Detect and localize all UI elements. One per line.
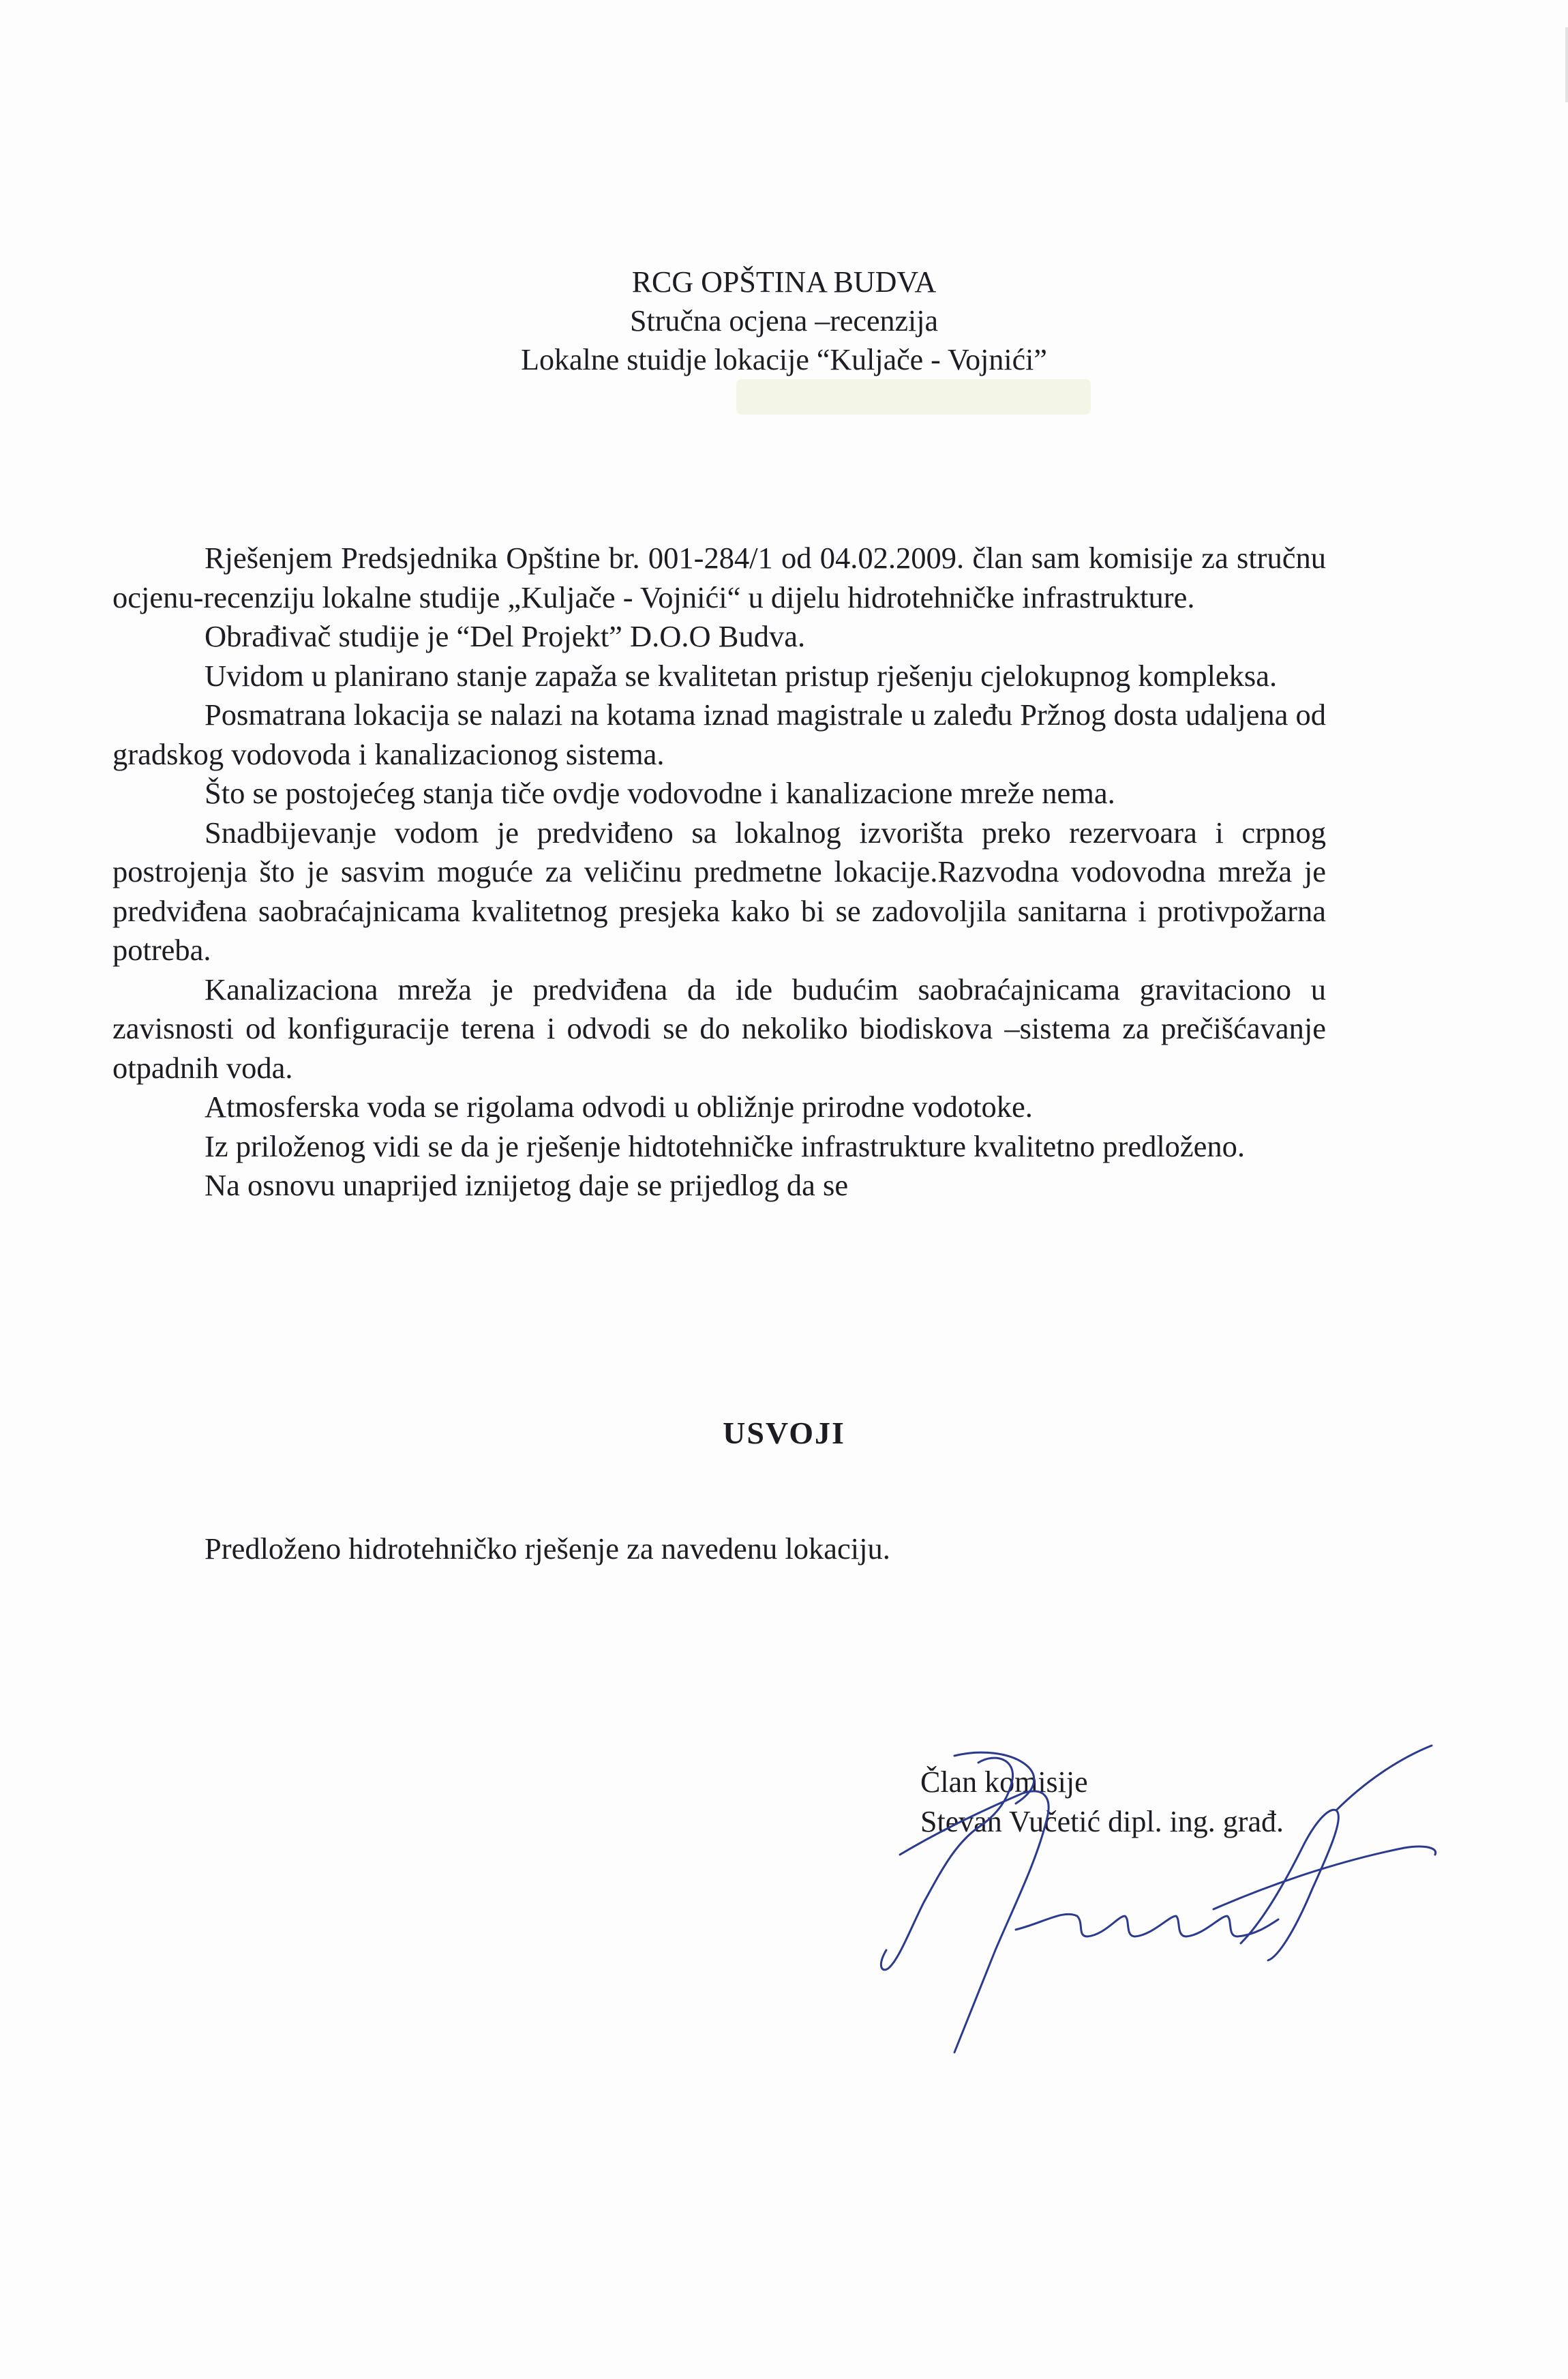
scan-edge-mark — [1565, 27, 1568, 102]
paragraph-proposal: Na osnovu unaprijed iznijetog daje se prijedlog da se — [205, 1168, 849, 1202]
header-line-study: Lokalne stuidje lokacije “Kuljače - Vojnići” — [521, 343, 1047, 376]
document-header — [0, 263, 1568, 379]
paragraph-assessment: Iz priloženog vidi se da je rješenje hidtotehničke infrastrukture kvalitetno predloženo. — [205, 1128, 1246, 1163]
signatory-role: Član komisije — [920, 1765, 1088, 1799]
handwritten-signature — [859, 1732, 1459, 2066]
paragraph-author: Obrađivač studije je “Del Projekt” D.O.O Budva. — [205, 619, 806, 653]
paragraph-overview: Uvidom u planirano stanje zapaža se kvalitetan pristup rješenju cjelokupnog kompleksa. — [205, 658, 1278, 693]
signatory-name: Stevan Vučetić dipl. ing. građ. — [920, 1805, 1284, 1838]
paragraph-location: Posmatrana lokacija se nalazi na kotama iznad magistrale u zaleđu Pržnog dosta udaljena od gradskog vodovoda i kanalizacionog sistema. — [112, 698, 1326, 771]
paragraph-decree: Rješenjem Predsjednika Opštine br. 001-284/1 od 04.02.2009. član sam komisije za stručnu ocjenu-recenziju lokalne studije „Kuljače - Vojnići“ u dijelu hidrotehničke infrastrukture. — [112, 541, 1326, 614]
paragraph-existing-state: Što se postojećeg stanja tiče ovdje vodovodne i kanalizacione mreže nema. — [205, 776, 1115, 810]
paragraph-water-supply: Snadbijevanje vodom je predviđeno sa lokalnog izvorišta preko rezervoara i crpnog postrojenja što je sasvim moguće za veličinu predmetne lokacije.Razvodna vodovodna mreža je predviđena saobraćajnicama kvalitetnog presjeka kako bi se zadovoljila sanitarna i protivpožarna potreba. — [112, 815, 1326, 967]
highlighter-mark — [736, 379, 1091, 415]
header-line-subject: Stručna ocjena –recenzija — [630, 304, 938, 338]
document-body — [112, 539, 1326, 1206]
paragraph-stormwater: Atmosferska voda se rigolama odvodi u obližnje prirodne vodotoke. — [205, 1090, 1033, 1124]
decision-heading: USVOJI — [723, 1416, 845, 1450]
header-line-municipality: RCG OPŠTINA BUDVA — [631, 265, 937, 299]
paragraph-sewage: Kanalizaciona mreža je predviđena da ide budućim saobraćajnicama gravitaciono u zavisnosti od konfiguracije terena i odvodi se do nekoliko biodiskova –sistema za prečišćavanje otpadnih voda. — [112, 972, 1326, 1085]
conclusion-text: Predloženo hidrotehničko rješenje za navedenu lokaciju. — [205, 1531, 890, 1566]
